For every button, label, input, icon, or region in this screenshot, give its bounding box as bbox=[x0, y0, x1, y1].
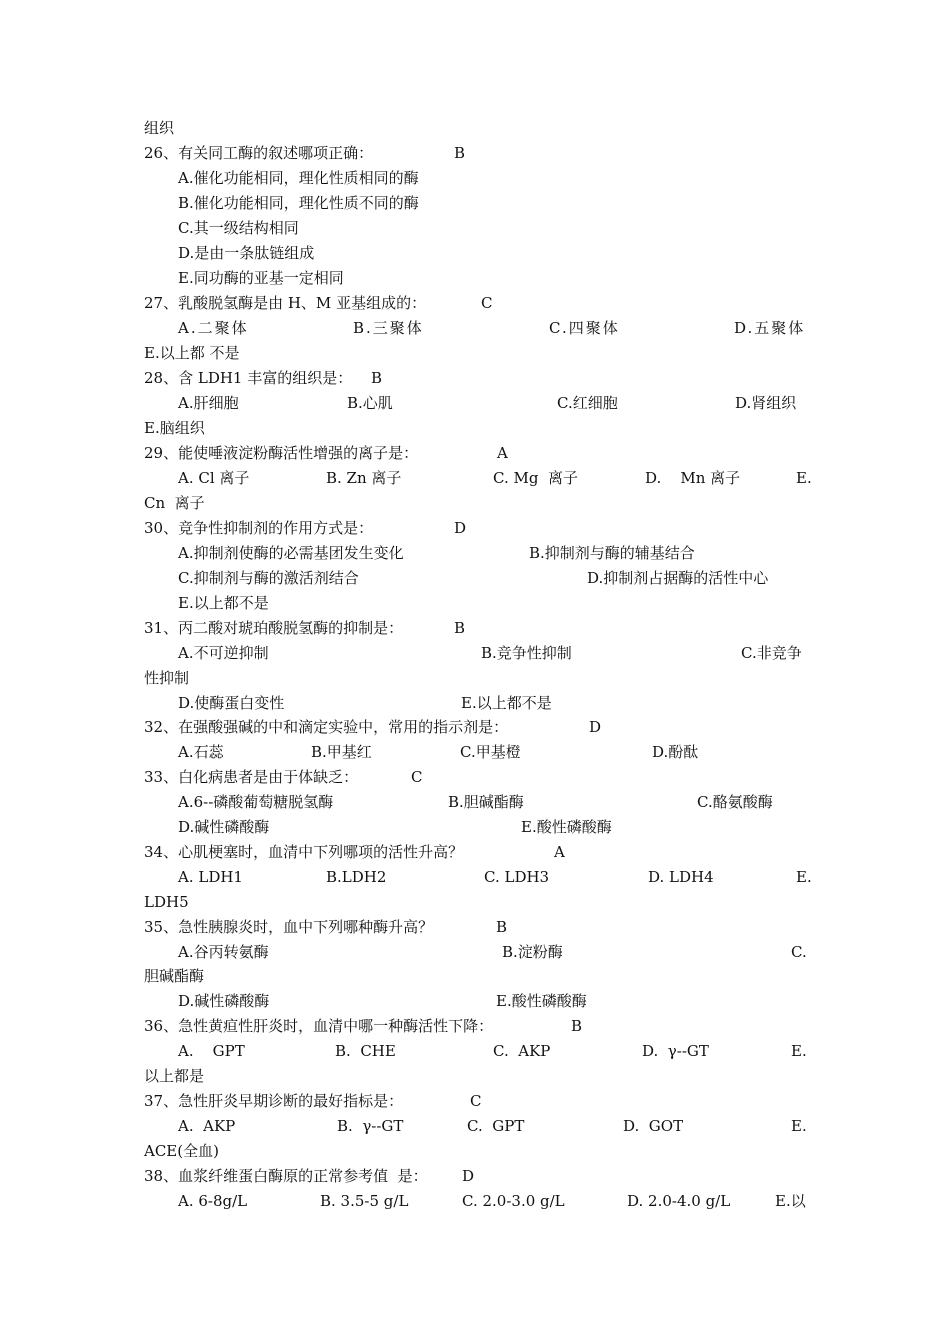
answer-27: C bbox=[481, 294, 493, 312]
option-37-e-label: E. bbox=[791, 1117, 807, 1135]
question-36: 36、急性黄疸性肝炎时，血清中哪一种酶活性下降： bbox=[144, 1017, 494, 1035]
option-29-a: A. Cl 离子 bbox=[178, 469, 250, 487]
answer-32: D bbox=[589, 718, 602, 736]
option-33-a: A.6--磷酸葡萄糖脱氢酶 bbox=[178, 793, 334, 811]
answer-36: B bbox=[571, 1017, 583, 1035]
option-29-c: C. Mg 离子 bbox=[493, 469, 578, 487]
option-32-d: D.酚酞 bbox=[652, 743, 699, 761]
option-35-b: B.淀粉酶 bbox=[502, 943, 563, 961]
answer-28: B bbox=[371, 369, 383, 387]
option-36-b: B. CHE bbox=[335, 1042, 396, 1060]
option-26-c: C.其一级结构相同 bbox=[178, 219, 299, 237]
option-34-d: D. LDH4 bbox=[648, 868, 714, 886]
answer-35: B bbox=[496, 918, 508, 936]
answer-33: C bbox=[411, 768, 423, 786]
option-32-a: A.石蕊 bbox=[178, 743, 224, 761]
option-35-d: D.碱性磷酸酶 bbox=[178, 992, 270, 1010]
option-27-b: B.三聚体 bbox=[353, 319, 424, 337]
option-28-b: B.心肌 bbox=[347, 394, 393, 412]
option-38-d: D. 2.0-4.0 g/L bbox=[627, 1192, 731, 1210]
option-34-a: A. LDH1 bbox=[178, 868, 243, 886]
option-31-c-cont: 性抑制 bbox=[144, 669, 190, 687]
option-28-a: A.肝细胞 bbox=[178, 394, 239, 412]
answer-31: B bbox=[454, 619, 466, 637]
question-28: 28、含 LDH1 丰富的组织是： bbox=[144, 369, 353, 387]
option-36-a: A. GPT bbox=[178, 1042, 245, 1060]
option-35-c-text: 胆碱酯酶 bbox=[144, 967, 205, 985]
option-33-b: B.胆碱酯酶 bbox=[448, 793, 524, 811]
answer-38: D bbox=[462, 1167, 475, 1185]
option-38-b: B. 3.5-5 g/L bbox=[320, 1192, 409, 1210]
question-37: 37、急性肝炎早期诊断的最好指标是： bbox=[144, 1092, 404, 1110]
answer-30: D bbox=[454, 519, 467, 537]
question-29: 29、能使唾液淀粉酶活性增强的离子是： bbox=[144, 444, 419, 462]
option-38-c: C. 2.0-3.0 g/L bbox=[462, 1192, 565, 1210]
option-37-d: D. GOT bbox=[623, 1117, 684, 1135]
option-35-e: E.酸性磷酸酶 bbox=[496, 992, 587, 1010]
option-30-d: D.抑制剂占据酶的活性中心 bbox=[587, 569, 769, 587]
option-36-c: C. AKP bbox=[493, 1042, 551, 1060]
question-35: 35、急性胰腺炎时，血中下列哪种酶升高？ bbox=[144, 918, 434, 936]
option-28-e: E.脑组织 bbox=[144, 419, 205, 437]
option-33-c: C.酪氨酸酶 bbox=[697, 793, 773, 811]
question-33: 33、白化病患者是由于体缺乏： bbox=[144, 768, 359, 786]
question-27: 27、乳酸脱氢酶是由 H、M 亚基组成的： bbox=[144, 294, 427, 312]
option-31-b: B.竞争性抑制 bbox=[481, 644, 572, 662]
option-30-e: E.以上都不是 bbox=[178, 594, 269, 612]
question-32: 32、在强酸强碱的中和滴定实验中，常用的指示剂是： bbox=[144, 718, 509, 736]
option-29-d: D. Mn 离子 bbox=[645, 469, 741, 487]
option-34-c: C. LDH3 bbox=[484, 868, 550, 886]
option-29-e-text: Cn 离子 bbox=[144, 494, 205, 512]
option-26-a: A.催化功能相同，理化性质相同的酶 bbox=[178, 169, 419, 187]
option-27-d: D.五聚体 bbox=[734, 319, 806, 337]
option-38-e: E.以 bbox=[775, 1192, 806, 1210]
option-36-d: D. γ--GT bbox=[642, 1042, 709, 1060]
option-34-e-text: LDH5 bbox=[144, 893, 189, 911]
option-29-b: B. Zn 离子 bbox=[326, 469, 402, 487]
question-38: 38、血浆纤维蛋白酶原的正常参考值 是： bbox=[144, 1167, 428, 1185]
option-33-e: E.酸性磷酸酶 bbox=[521, 818, 612, 836]
question-31: 31、丙二酸对琥珀酸脱氢酶的抑制是： bbox=[144, 619, 404, 637]
option-27-a: A.二聚体 bbox=[178, 319, 249, 337]
option-28-d: D.肾组织 bbox=[735, 394, 797, 412]
option-27-c: C.四聚体 bbox=[549, 319, 620, 337]
option-38-a: A. 6-8g/L bbox=[178, 1192, 248, 1210]
option-29-e-label: E. bbox=[796, 469, 812, 487]
answer-37: C bbox=[470, 1092, 482, 1110]
answer-34: A bbox=[554, 843, 565, 861]
option-32-b: B.甲基红 bbox=[311, 743, 372, 761]
option-37-e-text: ACE(全血) bbox=[144, 1142, 219, 1160]
answer-26: B bbox=[454, 144, 466, 162]
option-30-b: B.抑制剂与酶的辅基结合 bbox=[529, 544, 695, 562]
question-26: 26、有关同工酶的叙述哪项正确： bbox=[144, 144, 374, 162]
option-33-d: D.碱性磷酸酶 bbox=[178, 818, 270, 836]
option-30-a: A.抑制剂使酶的必需基团发生变化 bbox=[178, 544, 404, 562]
option-34-e-label: E. bbox=[796, 868, 812, 886]
option-28-c: C.红细胞 bbox=[557, 394, 618, 412]
question-34: 34、心肌梗塞时，血清中下列哪项的活性升高？ bbox=[144, 843, 464, 861]
option-32-c: C.甲基橙 bbox=[460, 743, 521, 761]
option-35-a: A.谷丙转氨酶 bbox=[178, 943, 269, 961]
answer-29: A bbox=[497, 444, 508, 462]
option-31-e: E.以上都不是 bbox=[461, 694, 552, 712]
option-31-c: C.非竞争 bbox=[741, 644, 802, 662]
question-30: 30、竞争性抑制剂的作用方式是： bbox=[144, 519, 374, 537]
option-27-e: E.以上都 不是 bbox=[144, 344, 240, 362]
option-30-c: C.抑制剂与酶的激活剂结合 bbox=[178, 569, 359, 587]
option-37-c: C. GPT bbox=[467, 1117, 525, 1135]
option-34-b: B.LDH2 bbox=[326, 868, 387, 886]
option-36-e-label: E. bbox=[791, 1042, 807, 1060]
option-35-c-label: C. bbox=[791, 943, 807, 961]
option-36-e-text: 以上都是 bbox=[144, 1067, 205, 1085]
option-37-a: A. AKP bbox=[178, 1117, 236, 1135]
option-31-d: D.使酶蛋白变性 bbox=[178, 694, 285, 712]
option-26-e: E.同功酶的亚基一定相同 bbox=[178, 269, 344, 287]
option-26-d: D.是由一条肽链组成 bbox=[178, 244, 315, 262]
option-31-a: A.不可逆抑制 bbox=[178, 644, 269, 662]
option-26-b: B.催化功能相同，理化性质不同的酶 bbox=[178, 194, 419, 212]
continuation-text: 组织 bbox=[144, 119, 175, 137]
option-37-b: B. γ--GT bbox=[337, 1117, 404, 1135]
